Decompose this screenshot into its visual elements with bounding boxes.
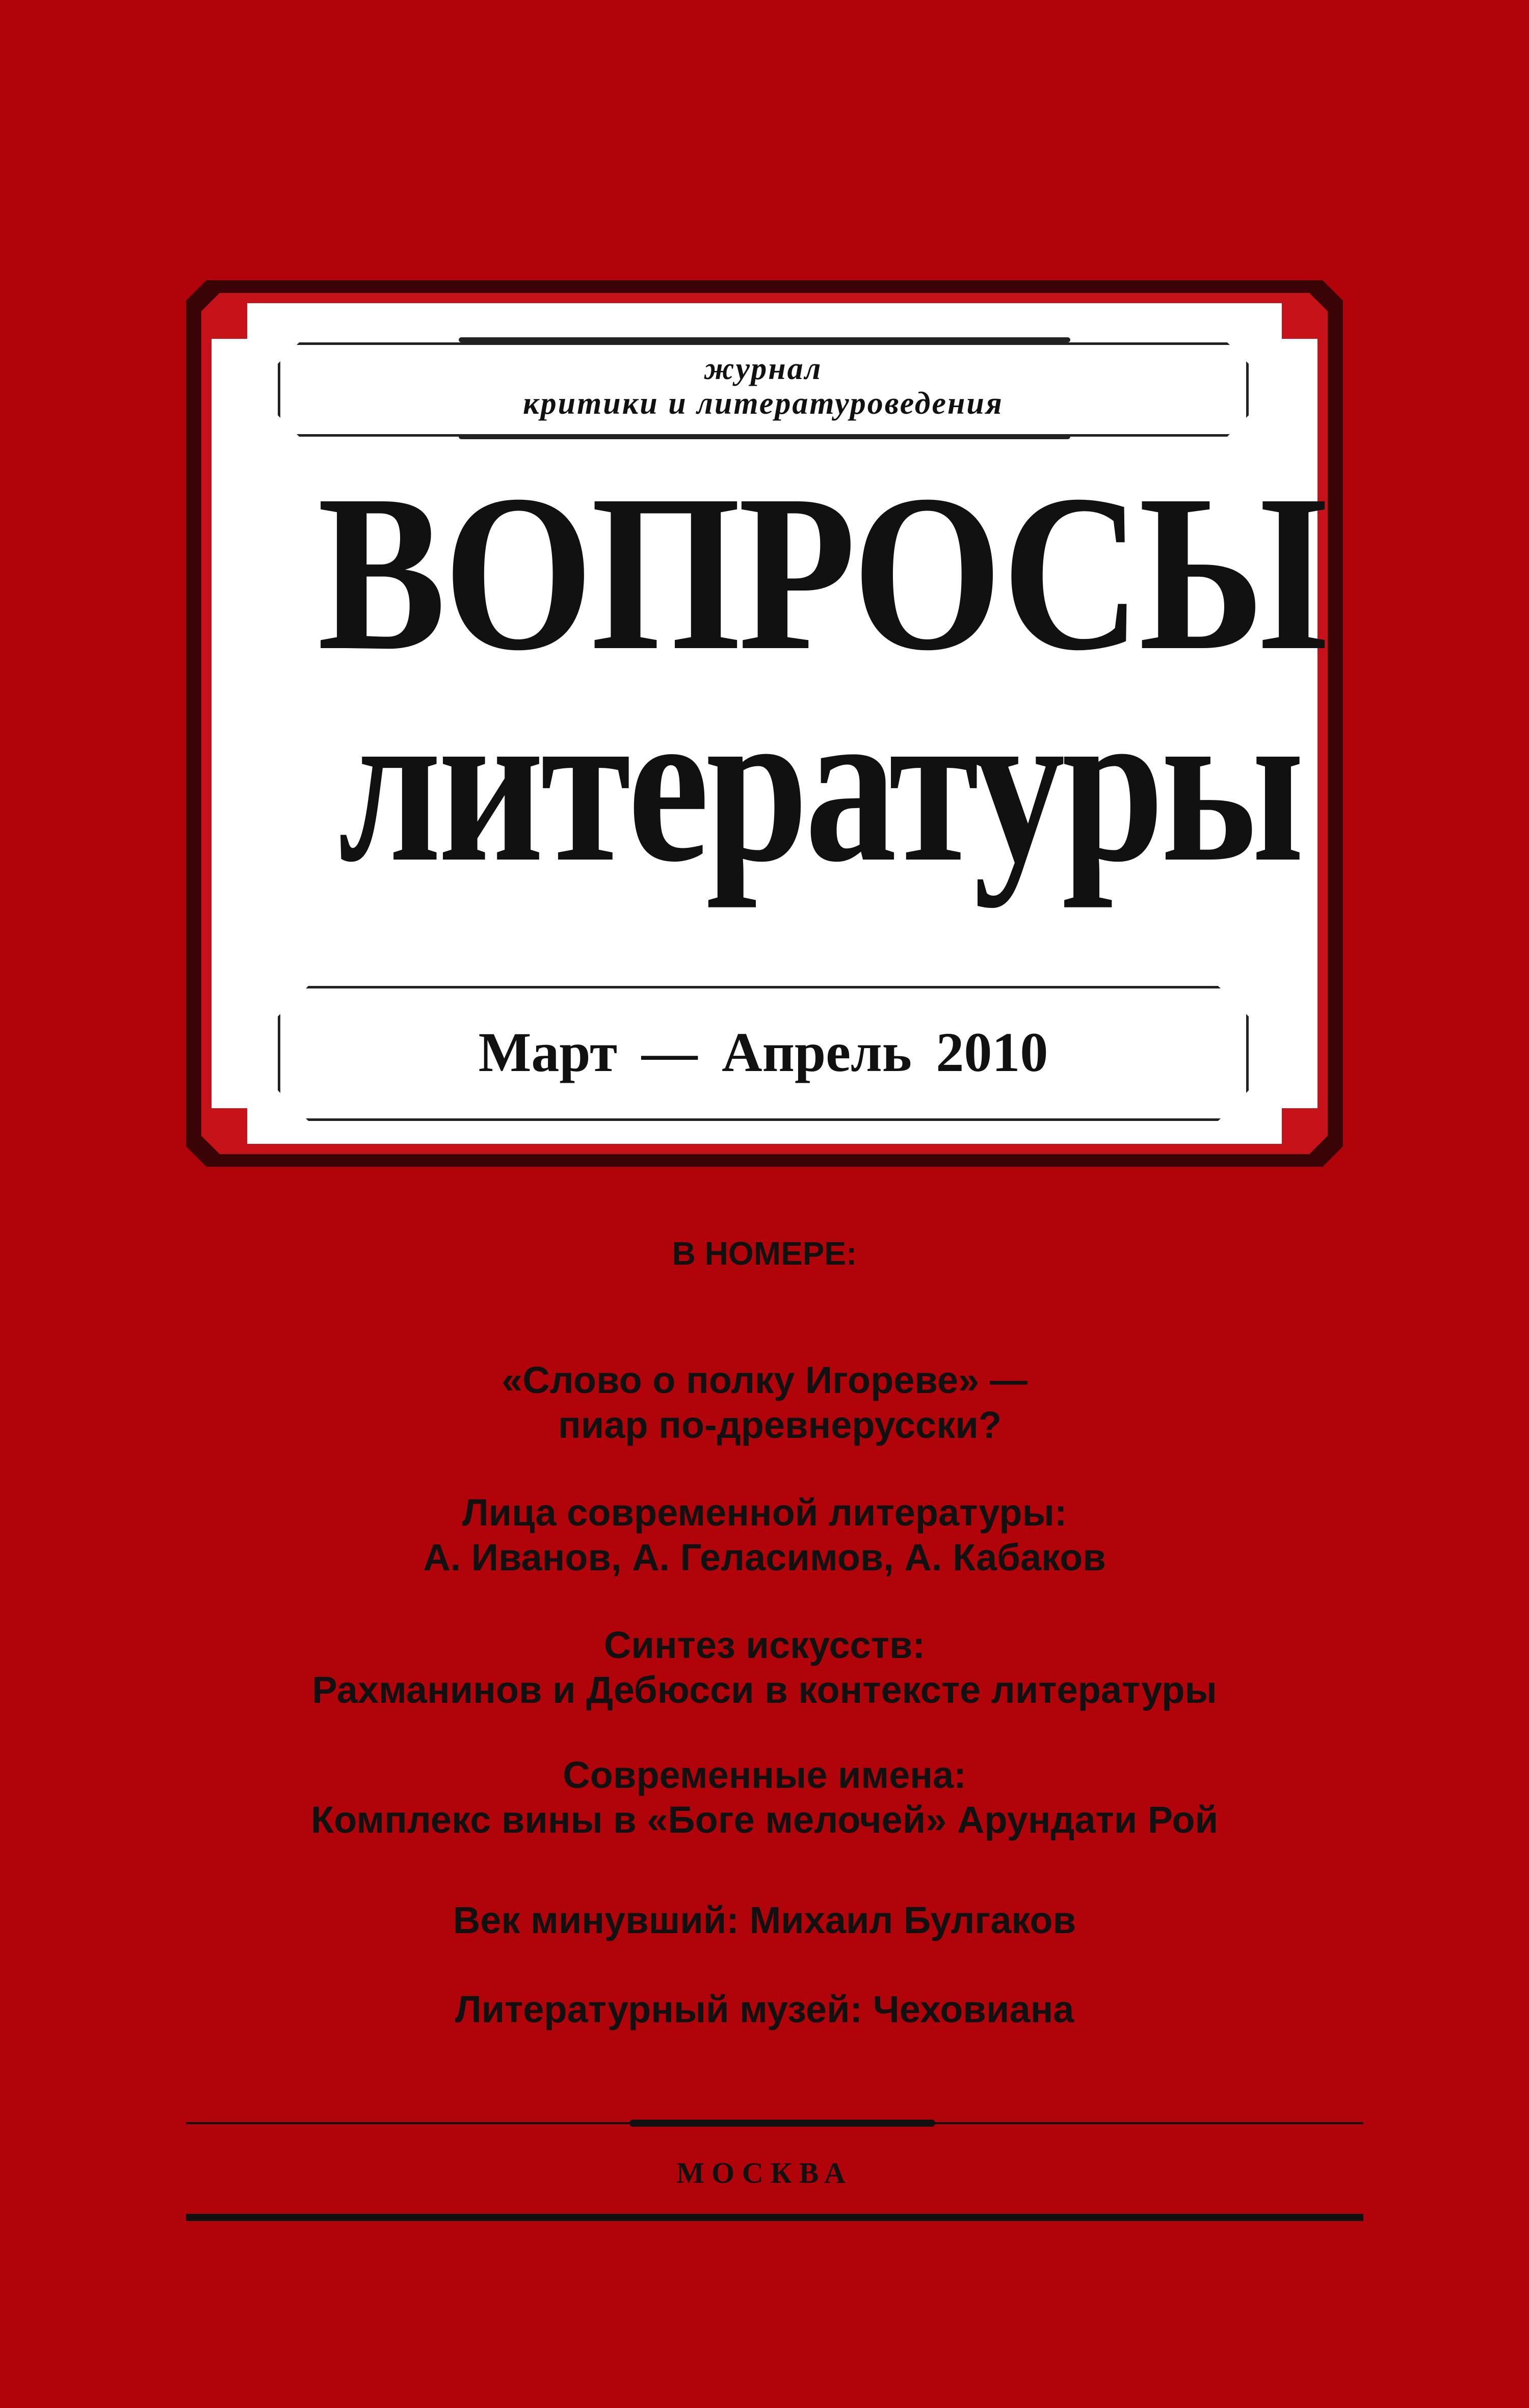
contents-item-line: Век минувший: Михаил Булгаков — [453, 1899, 1076, 1941]
contents-item — [153, 1898, 1376, 1943]
contents-item — [153, 1490, 1376, 1580]
title-panel — [0, 0, 1529, 1182]
contents-item-line: Рахманинов и Дебюсси в контексте литературы — [312, 1669, 1217, 1711]
contents-item-line: пиар по-древнерусски? — [558, 1404, 1001, 1446]
contents-item — [153, 1623, 1376, 1713]
journal-subtitle — [278, 352, 1249, 421]
subtitle-rule-bottom — [459, 434, 1070, 439]
contents-item-line: А. Иванов, А. Геласимов, А. Кабаков — [423, 1536, 1106, 1578]
contents-item-line: Лица современной литературы: — [462, 1491, 1067, 1534]
contents-item-line: Современные имена: — [563, 1754, 966, 1796]
contents-item-line: Комплекс вины в «Боге мелочей» Арундати Рой — [310, 1799, 1219, 1841]
journal-title-line-1: ВОПРОСЫ — [317, 449, 1326, 697]
contents-heading: В НОМЕРЕ: — [672, 1235, 857, 1272]
subtitle-rule-top — [459, 337, 1070, 342]
subtitle-line-2: критики и литературоведения — [523, 386, 1004, 421]
issue-date: Март — Апрель 2010 — [478, 1021, 1048, 1083]
contents-item-line: Синтез искусств: — [603, 1624, 926, 1666]
footer-rule-bottom — [186, 2214, 1363, 2221]
contents-item — [153, 1987, 1376, 2032]
footer-rule-accent — [629, 2120, 935, 2127]
publication-city: МОСКВА — [676, 2156, 853, 2189]
contents-item — [153, 1358, 1376, 1448]
contents-item-line: «Слово о полку Игореве» — — [502, 1359, 1027, 1401]
contents-item-line: Литературный музей: Чеховиана — [455, 1988, 1074, 2030]
journal-title-line-2: литературы — [338, 660, 1301, 908]
contents-item — [153, 1753, 1376, 1842]
subtitle-line-1: журнал — [704, 352, 823, 386]
